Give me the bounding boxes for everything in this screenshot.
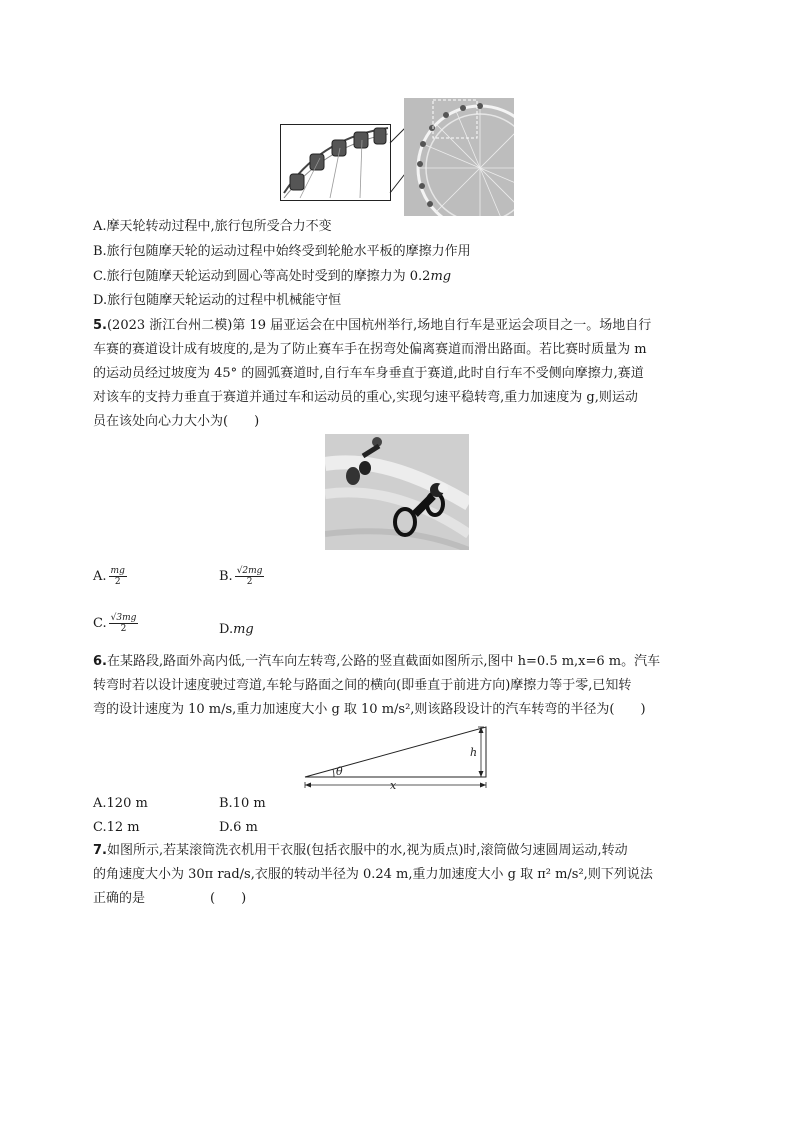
q5-option-c-frac: [109, 613, 139, 634]
q5-option-b-num: √2mg: [236, 566, 263, 576]
q6-option-c: C.12 m: [93, 820, 140, 835]
cyclist-track-figure: [325, 434, 469, 550]
q5-option-b-label: B.: [219, 569, 233, 584]
q7-line-1: [93, 843, 628, 859]
q5-option-c-num: √3mg: [110, 613, 137, 623]
q5-option-b-den: 2: [235, 576, 265, 587]
q4-option-c-text: C.旅行包随摩天轮运动到圆心等高处时受到的摩擦力为 0.2: [93, 269, 431, 284]
q5-line-4: 对该车的支持力垂直于赛道并通过车和运动员的重心,实现匀速平稳转弯,重力加速度为 g,则运动: [93, 390, 638, 405]
road-section-figure: [300, 722, 496, 790]
q5-option-a-num: mg: [110, 566, 125, 576]
figure-h-label: h: [470, 746, 478, 759]
q6-number: 6.: [93, 654, 107, 669]
q5-line-3: 的运动员经过坡度为 45° 的圆弧赛道时,自行车车身垂直于赛道,此时自行车不受侧向摩擦力,赛道: [93, 366, 644, 381]
q5-text-1: (2023 浙江台州二模)第 19 届亚运会在中国杭州举行,场地自行车是亚运会项目之一。场地自行: [106, 318, 652, 333]
q4-option-a: A.摩天轮转动过程中,旅行包所受合力不变: [93, 219, 332, 234]
q5-option-c-den: 2: [109, 623, 139, 634]
q6-option-a: A.120 m: [93, 796, 148, 811]
q6-option-b: B.10 m: [219, 796, 266, 811]
q6-text-1: 在某路段,路面外高内低,一汽车向左转弯,公路的竖直截面如图所示,图中 h=0.5 m,x=6 m。汽车: [106, 654, 661, 669]
q4-option-c: [93, 269, 451, 285]
q5-option-a-label: A.: [93, 569, 107, 584]
q5-option-d-val: mg: [233, 622, 254, 637]
q5-option-a-frac: [109, 566, 127, 587]
q7-line-3: 正确的是 ( ): [93, 891, 247, 906]
figure-theta-label: θ: [336, 765, 343, 778]
q7-number: 7.: [93, 843, 107, 858]
q7-text-1: 如图所示,若某滚筒洗衣机用干衣服(包括衣服中的水,视为质点)时,滚筒做匀速圆周运动,转动: [106, 843, 628, 858]
q4-option-d: D.旅行包随摩天轮运动的过程中机械能守恒: [93, 293, 342, 308]
q5-option-d-label: D.: [219, 622, 234, 637]
q6-option-d: D.6 m: [219, 820, 258, 835]
q5-option-b: [219, 566, 264, 587]
ferris-wheel-figure: [280, 98, 514, 216]
q5-option-d: [219, 622, 254, 638]
figure-x-label: x: [390, 779, 397, 790]
q5-option-a: [93, 566, 127, 587]
q7-line-2: 的角速度大小为 30π rad/s,衣服的转动半径为 0.24 m,重力加速度大小 g 取 π² m/s²,则下列说法: [93, 867, 653, 882]
q4-option-b: B.旅行包随摩天轮的运动过程中始终受到轮舱水平板的摩擦力作用: [93, 244, 471, 259]
q5-option-c-label: C.: [93, 616, 107, 631]
q6-line-2: 转弯时若以设计速度驶过弯道,车轮与路面之间的横向(即垂直于前进方向)摩擦力等于零,已知转: [93, 678, 632, 693]
q6-line-1: [93, 654, 660, 670]
q5-option-a-den: 2: [109, 576, 127, 587]
q5-number: 5.: [93, 318, 107, 333]
q5-line-1: [93, 318, 651, 334]
q4-option-c-var: mg: [430, 269, 452, 284]
q6-line-3: 弯的设计速度为 10 m/s,重力加速度大小 g 取 10 m/s²,则该路段设计的汽车转弯的半径为( ): [93, 702, 646, 717]
q5-option-c: [93, 613, 138, 634]
q5-line-2: 车赛的赛道设计成有坡度的,是为了防止赛车手在拐弯处偏离赛道而滑出路面。若比赛时质量为 m: [93, 342, 647, 357]
q5-line-5: 员在该处向心力大小为( ): [93, 414, 260, 429]
q5-option-b-frac: [235, 566, 265, 587]
